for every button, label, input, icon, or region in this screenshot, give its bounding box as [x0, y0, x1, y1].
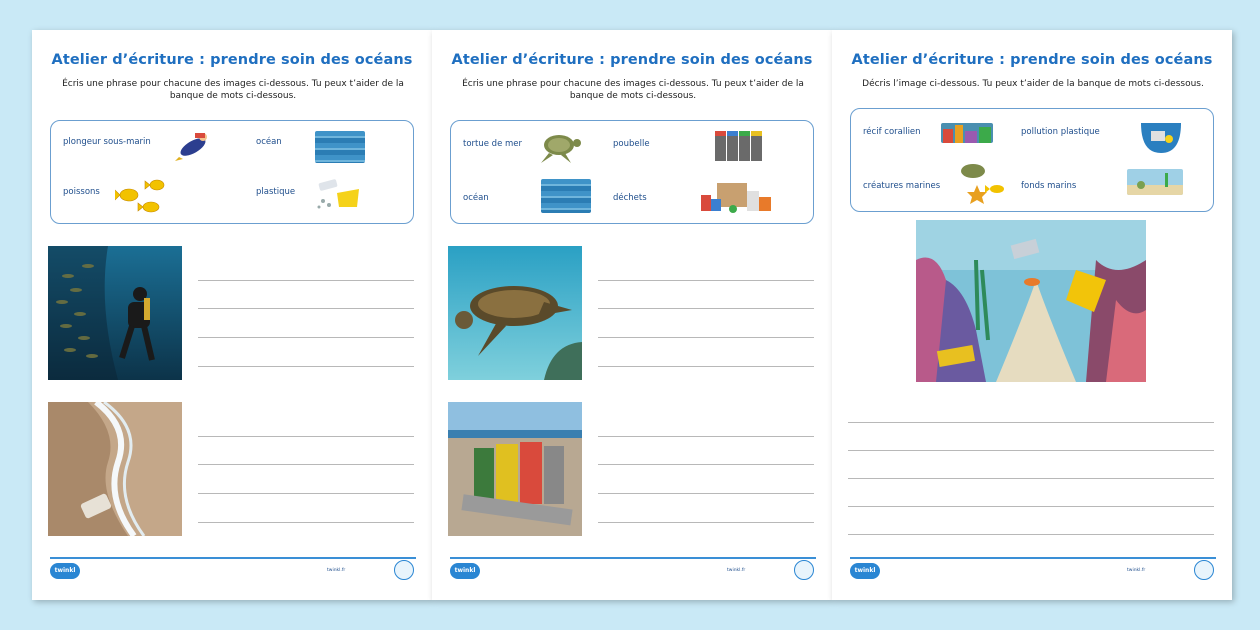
page-title: Atelier d’écriture : prendre soin des océans — [51, 52, 413, 68]
ocean-icon — [541, 179, 591, 213]
worksheet-page-3 — [832, 30, 1232, 600]
ocean-icon — [315, 131, 365, 163]
photo-plastic-cup-beach — [48, 402, 182, 536]
word-dechets: déchets — [613, 193, 647, 203]
word-plastique: plastique — [256, 187, 296, 197]
footer-url: twinkl.fr — [727, 568, 746, 573]
bins-icon — [713, 129, 763, 163]
word-creatures: créatures marines — [863, 181, 941, 191]
writing-lines[interactable] — [598, 402, 814, 536]
footer-url: twinkl.fr — [327, 568, 346, 573]
word-bank — [850, 108, 1214, 212]
word-bank — [50, 120, 414, 224]
turtle-icon — [535, 127, 585, 167]
word-ocean: océan — [256, 137, 282, 147]
quality-badge-icon — [394, 560, 414, 580]
instructions: Écris une phrase pour chacune des images ci-dessous. Tu peux t’aider de la banque de mots ci-dessous. — [462, 79, 804, 101]
word-poissons: poissons — [63, 187, 100, 197]
twinkl-logo: twinkl — [450, 563, 480, 579]
worksheet-page-2 — [432, 30, 832, 600]
word-ocean: océan — [463, 193, 489, 203]
instructions: Décris l’image ci-dessous. Tu peux t’aider de la banque de mots ci-dessous. — [862, 79, 1204, 89]
quality-badge-icon — [1194, 560, 1214, 580]
coral-reef-icon — [941, 123, 993, 143]
fish-icon — [115, 175, 181, 217]
word-tortue: tortue de mer — [463, 139, 523, 149]
photo-sea-turtle — [448, 246, 582, 380]
waste-icon — [697, 177, 777, 215]
twinkl-logo: twinkl — [50, 563, 80, 579]
photo-beach-bins — [448, 402, 582, 536]
footer-divider — [850, 557, 1216, 559]
footer-divider — [450, 557, 816, 559]
word-plongeur: plongeur sous-marin — [63, 137, 151, 147]
photo-diver — [48, 246, 182, 380]
word-pollution: pollution plastique — [1021, 127, 1100, 137]
footer-divider — [50, 557, 416, 559]
twinkl-logo: twinkl — [850, 563, 880, 579]
word-poubelle: poubelle — [613, 139, 650, 149]
word-recif: récif corallien — [863, 127, 921, 137]
writing-lines[interactable] — [598, 246, 814, 380]
footer-url: twinkl.fr — [1127, 568, 1146, 573]
plastic-pollution-icon — [1137, 117, 1185, 155]
diver-icon — [173, 127, 217, 163]
seabed-icon — [1127, 169, 1183, 195]
word-fonds: fonds marins — [1021, 181, 1077, 191]
writing-lines[interactable] — [848, 400, 1214, 540]
plastic-icon — [313, 177, 363, 213]
page-title: Atelier d’écriture : prendre soin des océans — [451, 52, 813, 68]
worksheet-page-1 — [32, 30, 432, 600]
quality-badge-icon — [794, 560, 814, 580]
sea-creatures-icon — [955, 159, 1007, 205]
page-title: Atelier d’écriture : prendre soin des océans — [851, 52, 1213, 68]
illustration-coral-reef — [916, 220, 1146, 382]
writing-lines[interactable] — [198, 246, 414, 380]
writing-lines[interactable] — [198, 402, 414, 536]
instructions: Écris une phrase pour chacune des images ci-dessous. Tu peux t’aider de la banque de mots ci-dessous. — [62, 79, 404, 101]
word-bank — [450, 120, 814, 224]
